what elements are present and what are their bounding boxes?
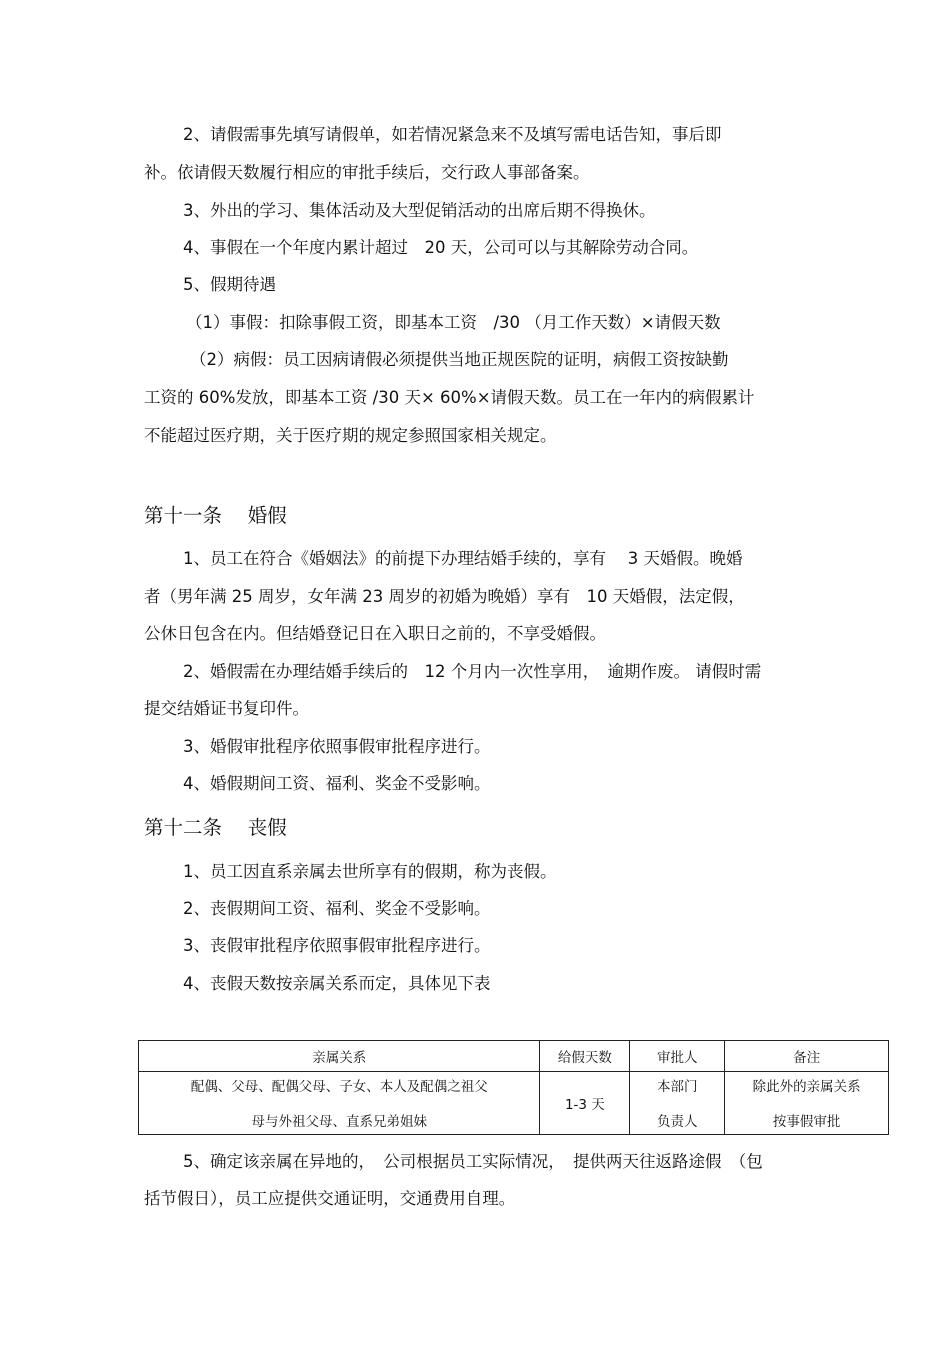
paragraph-line: 4、婚假期间工资、福利、奖金不受影响。	[183, 774, 491, 793]
table-row	[139, 1072, 889, 1135]
paragraph-line: 者（男年满 25 周岁，女年满 23 周岁的初婚为晚婚）享有 10 天婚假，法定假，	[144, 587, 745, 606]
note-text: 按事假审批	[772, 1114, 841, 1130]
table-header-cell: 审批人	[630, 1041, 725, 1072]
table-header-cell: 备注	[725, 1041, 889, 1072]
paragraph-line: 2、婚假需在办理结婚手续后的 12 个月内一次性享用， 逾期作废。 请假时需	[183, 662, 762, 681]
paragraph-line: 1、员工在符合《婚姻法》的前提下办理结婚手续的，享有 3 天婚假。晚婚	[183, 549, 743, 568]
paragraph-line: 括节假日），员工应提供交通证明，交通费用自理。	[144, 1189, 516, 1208]
paragraph-line: 5、假期待遇	[183, 275, 276, 294]
paragraph-line: （1）事假：扣除事假工资，即基本工资 /30 （月工作天数）×请假天数	[186, 313, 721, 332]
paragraph-line: 不能超过医疗期，关于医疗期的规定参照国家相关规定。	[144, 426, 557, 445]
note-cell	[725, 1072, 889, 1135]
approver-text: 本部门	[657, 1079, 698, 1095]
paragraph-line: 3、丧假审批程序依照事假审批程序进行。	[183, 936, 491, 955]
note-text: 除此外的亲属关系	[752, 1079, 861, 1095]
relation-cell	[139, 1072, 540, 1135]
table-header-cell: 亲属关系	[139, 1041, 540, 1072]
paragraph-line: 提交结婚证书复印件。	[144, 699, 309, 718]
paragraph-line: 2、丧假期间工资、福利、奖金不受影响。	[183, 899, 491, 918]
paragraph-line: 4、丧假天数按亲属关系而定，具体见下表	[183, 974, 491, 993]
approver-text: 负责人	[657, 1114, 698, 1130]
paragraph-line: 3、外出的学习、集体活动及大型促销活动的出席后期不得换休。	[183, 201, 656, 220]
paragraph-line: 4、事假在一个年度内累计超过 20 天，公司可以与其解除劳动合同。	[183, 238, 699, 257]
paragraph-line: 2、请假需事先填写请假单，如若情况紧急来不及填写需电话告知，事后即	[183, 125, 722, 144]
relation-text: 母与外祖父母、直系兄弟姐妹	[251, 1114, 427, 1130]
paragraph-line: （2）病假：员工因病请假必须提供当地正规医院的证明，病假工资按缺勤	[190, 350, 729, 369]
paragraph-line: 3、婚假审批程序依照事假审批程序进行。	[183, 737, 491, 756]
table-header-row	[139, 1041, 889, 1072]
bereavement-leave-table	[138, 1040, 889, 1135]
paragraph-line: 工资的 60%发放，即基本工资 /30 天× 60%×请假天数。员工在一年内的病假累计	[144, 388, 755, 407]
table-header-cell: 给假天数	[540, 1041, 630, 1072]
section-heading: 第十一条 婚假	[144, 504, 287, 527]
section-heading: 第十二条 丧假	[144, 816, 287, 839]
paragraph-line: 5、确定该亲属在异地的， 公司根据员工实际情况， 提供两天往返路途假 （包	[183, 1152, 763, 1171]
paragraph-line: 1、员工因直系亲属去世所享有的假期，称为丧假。	[183, 862, 557, 881]
days-cell: 1-3 天	[540, 1072, 630, 1135]
relation-text: 配偶、父母、配偶父母、子女、本人及配偶之祖父	[190, 1079, 488, 1095]
paragraph-line: 补。依请假天数履行相应的审批手续后，交行政人事部备案。	[144, 163, 590, 182]
paragraph-line: 公休日包含在内。但结婚登记日在入职日之前的，不享受婚假。	[144, 624, 606, 643]
approver-cell	[630, 1072, 725, 1135]
